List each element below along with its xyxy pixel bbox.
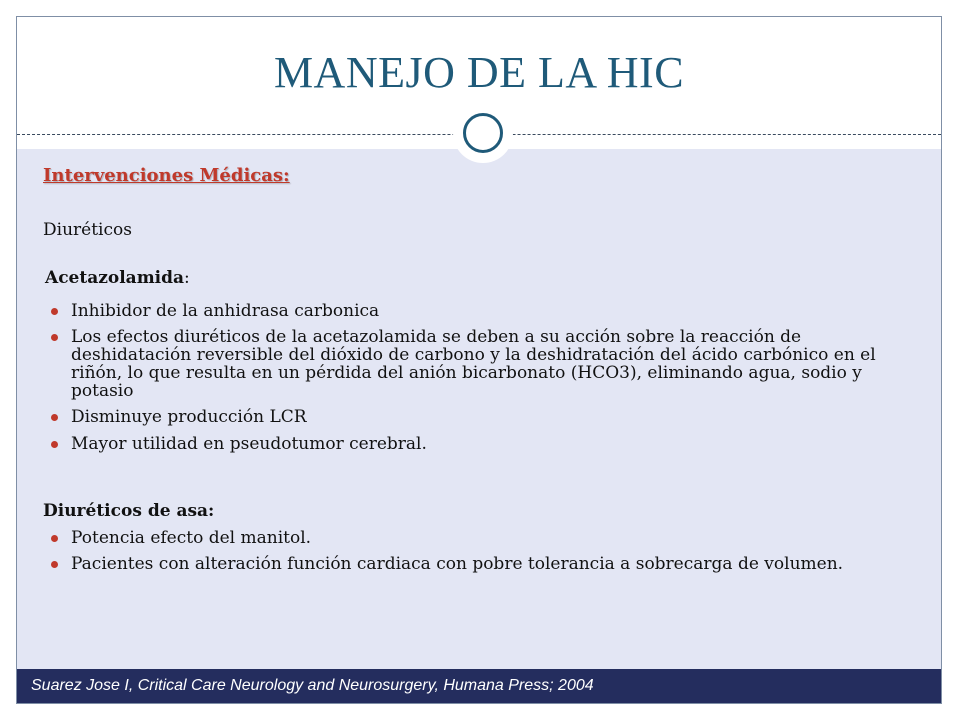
bullet-text: Pacientes con alteración función cardiaca con pobre tolerancia a sobrecarga de volumen. [71, 554, 844, 574]
bullet-icon [51, 334, 58, 341]
list-item [43, 302, 913, 320]
bullet-text: Los efectos diuréticos de la acetazolamida se deben a su acción sobre la reacción de deshidatación reversible del dióxido de carbono y la deshidratación del ácido carbónico en el riñón, lo que resulta en un pérdida del anión bicarbonato (HCO3), eliminando agua, sodio y potasio [71, 327, 876, 401]
slide-frame [16, 16, 942, 704]
bullet-icon [51, 441, 58, 448]
list-item [43, 328, 913, 400]
bullet-icon [51, 535, 58, 542]
drug-colon: : [184, 268, 190, 288]
list-item [43, 529, 913, 547]
bullet-text: Potencia efecto del manitol. [71, 528, 312, 548]
slide-title: MANEJO DE LA HIC [273, 48, 685, 97]
bullet-icon [51, 308, 58, 315]
footer-citation: Suarez Jose I, Critical Care Neurology and Neurosurgery, Humana Press; 2004 [31, 677, 594, 694]
list-item [43, 555, 913, 573]
bullet-text: Disminuye producción LCR [71, 407, 307, 427]
loop-bullet-list [43, 529, 913, 573]
section-heading: Intervenciones Médicas: [43, 165, 290, 186]
subheading-diureticos: Diuréticos [43, 220, 132, 240]
list-item [43, 435, 913, 453]
acetazolamida-bullet-list [43, 302, 913, 453]
bullet-text: Inhibidor de la anhidrasa carbonica [71, 301, 380, 321]
bullet-icon [51, 561, 58, 568]
drug-line [45, 268, 190, 288]
list-item [43, 408, 913, 426]
footer-bar [17, 669, 941, 704]
drug-name: Acetazolamida [45, 268, 185, 288]
circle-ring-icon [463, 113, 503, 153]
bullet-icon [51, 414, 58, 421]
bullet-text: Mayor utilidad en pseudotumor cerebral. [71, 434, 427, 454]
loop-diuretics-heading: Diuréticos de asa: [43, 501, 215, 521]
